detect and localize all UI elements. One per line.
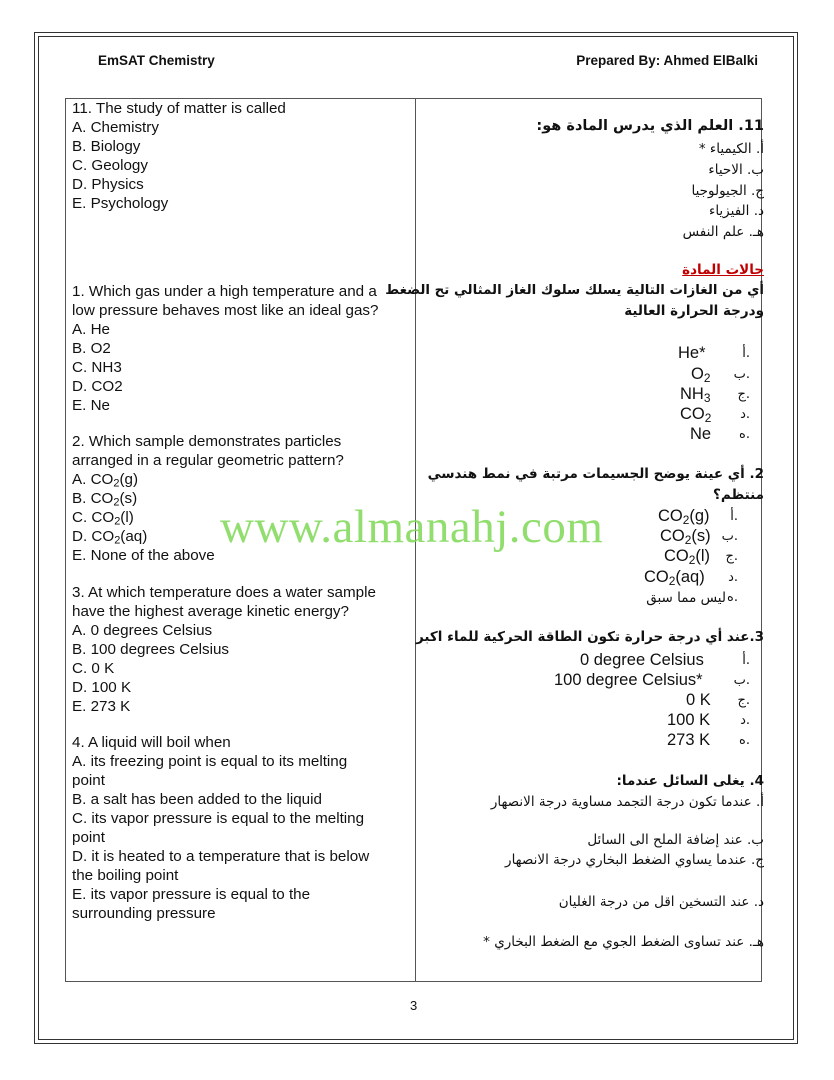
option: B. O2 (72, 340, 111, 357)
option-text: 273 K (667, 731, 711, 749)
option: C. 0 K (72, 660, 115, 677)
option-text: 100 degree Celsius* (554, 671, 703, 689)
question-text: 2. Which sample demonstrates particles (72, 433, 342, 450)
option-formula: $CO_2$ (680, 405, 712, 425)
question-4-ar-title: 4. يغلى السائل عندما: (616, 773, 764, 789)
option-letter: د. (740, 407, 750, 422)
option: point (72, 772, 105, 789)
option: D. it is heated to a temperature that is below (72, 848, 370, 865)
option-letter: أ. (742, 346, 750, 361)
option: B. $CO_2(s)$ (72, 490, 138, 509)
option-letter: ب. (733, 673, 750, 688)
header-author: Prepared By: Ahmed ElBalki (576, 53, 758, 68)
option: A. its freezing point is equal to its melting (72, 753, 348, 770)
question-1-ar-title: ودرجة الحرارة العالية (624, 303, 764, 319)
option-letter: د. (740, 713, 750, 728)
option-letter: ب. (721, 529, 738, 544)
option-ar: د. الفيزياء (708, 203, 764, 219)
option: B. a salt has been added to the liquid (72, 791, 322, 808)
option-ar: ب. عند إضافة الملح الى السائل (587, 832, 764, 848)
question-text: arranged in a regular geometric pattern? (72, 452, 344, 469)
option-letter: ه. (739, 427, 750, 442)
option: E. None of the above (72, 547, 215, 564)
option: C. Geology (72, 157, 148, 174)
option-ar: ب. الاحياء (708, 162, 764, 178)
question-text: 3. At which temperature does a water sample (72, 584, 376, 601)
question-11-ar-title: 11. العلم الذي يدرس المادة هو: (536, 118, 764, 134)
option: C. its vapor pressure is equal to the melting (72, 810, 365, 827)
option: E. Psychology (72, 195, 169, 212)
option-letter: ج. (737, 387, 750, 402)
question-3-ar-title: 3.عند أي درجة حرارة تكون الطاقة الحركية للماء اكبر (416, 629, 764, 645)
option-letter: د. (728, 570, 738, 585)
option: D. CO2 (72, 378, 123, 395)
option-formula: $CO_2(s)$ (660, 527, 711, 547)
option-text: 0 degree Celsius (580, 651, 704, 669)
option-formula: Ne (690, 425, 712, 443)
option: B. 100 degrees Celsius (72, 641, 230, 658)
option: A. 0 degrees Celsius (72, 622, 213, 639)
option: A. He (72, 321, 110, 338)
option: E. Ne (72, 397, 110, 414)
option-text: 100 K (667, 711, 711, 729)
option: E. its vapor pressure is equal to the (72, 886, 311, 903)
watermark: www.almanahj.com (220, 501, 604, 553)
option: E. 273 K (72, 698, 131, 715)
option: D. 100 K (72, 679, 132, 696)
page-number: 3 (410, 998, 418, 1013)
header-title: EmSAT Chemistry (98, 53, 215, 68)
option-ar: ج. الجيولوجيا (691, 183, 764, 199)
option-ar: أ. عندما تكون درجة التجمد مساوية درجة الانصهار (490, 794, 764, 810)
option-letter: أ. (730, 509, 738, 524)
option-ar: هـ. علم النفس (682, 224, 764, 240)
option-letter: ه. (739, 733, 750, 748)
option-letter: ج. (737, 693, 750, 708)
option-formula: $NH_3$ (680, 385, 711, 405)
question-2-ar-title: منتظم؟ (713, 487, 764, 503)
option: point (72, 829, 105, 846)
question-2-ar-title: 2. أي عينة يوضح الجسيمات مرتبة في نمط هندسي (427, 466, 764, 482)
question-text: 4. A liquid will boil when (72, 734, 231, 751)
question-text: 1. Which gas under a high temperature and a (72, 283, 377, 300)
option-letter: أ. (742, 653, 750, 668)
option: surrounding pressure (72, 905, 216, 922)
option: D. $CO_2(aq)$ (72, 528, 148, 547)
question-11-en (72, 99, 410, 213)
question-1-ar-title: أي من الغازات التالية يسلك سلوك الغاز المثالي تح الضغط (385, 283, 764, 298)
option-formula: $O_2$ (691, 365, 711, 385)
option-formula: $CO_2(g)$ (658, 507, 710, 527)
option-formula: He* (678, 344, 706, 362)
option-letter: ج. (725, 549, 738, 564)
question-text: low pressure behaves most like an ideal gas? (72, 302, 379, 319)
question-1-en (72, 282, 410, 415)
option: D. Physics (72, 176, 144, 193)
option: B. Biology (72, 138, 141, 155)
option-ar: ج. عندما يساوي الضغط البخاري درجة الانصهار (505, 852, 764, 868)
question-3-en (72, 583, 410, 716)
option-letter: ه. (727, 590, 738, 605)
option: the boiling point (72, 867, 179, 884)
option: A. $CO_2(g)$ (72, 471, 139, 490)
option-formula: $CO_2(l)$ (664, 547, 711, 567)
question-text: have the highest average kinetic energy? (72, 603, 349, 620)
option-ar: د. عند التسخين اقل من درجة الغليان (558, 894, 764, 910)
option: C. NH3 (72, 359, 122, 376)
option-ar: أ. الكيمياء * (698, 141, 764, 157)
option: C. $CO_2(l)$ (72, 509, 134, 528)
option-ar: ليس مما سبق (646, 590, 726, 606)
section-title-states-of-matter: حالات المادة (682, 262, 764, 278)
option-formula: $CO_2(aq)$ (644, 568, 705, 588)
option: A. Chemistry (72, 119, 159, 136)
question-4-en (72, 733, 410, 923)
option-ar: هـ. عند تساوى الضغط الجوي مع الضغط البخاري * (483, 934, 764, 950)
question-text: 11. The study of matter is called (72, 100, 286, 117)
option-text: 0 K (686, 691, 711, 709)
option-letter: ب. (733, 367, 750, 382)
